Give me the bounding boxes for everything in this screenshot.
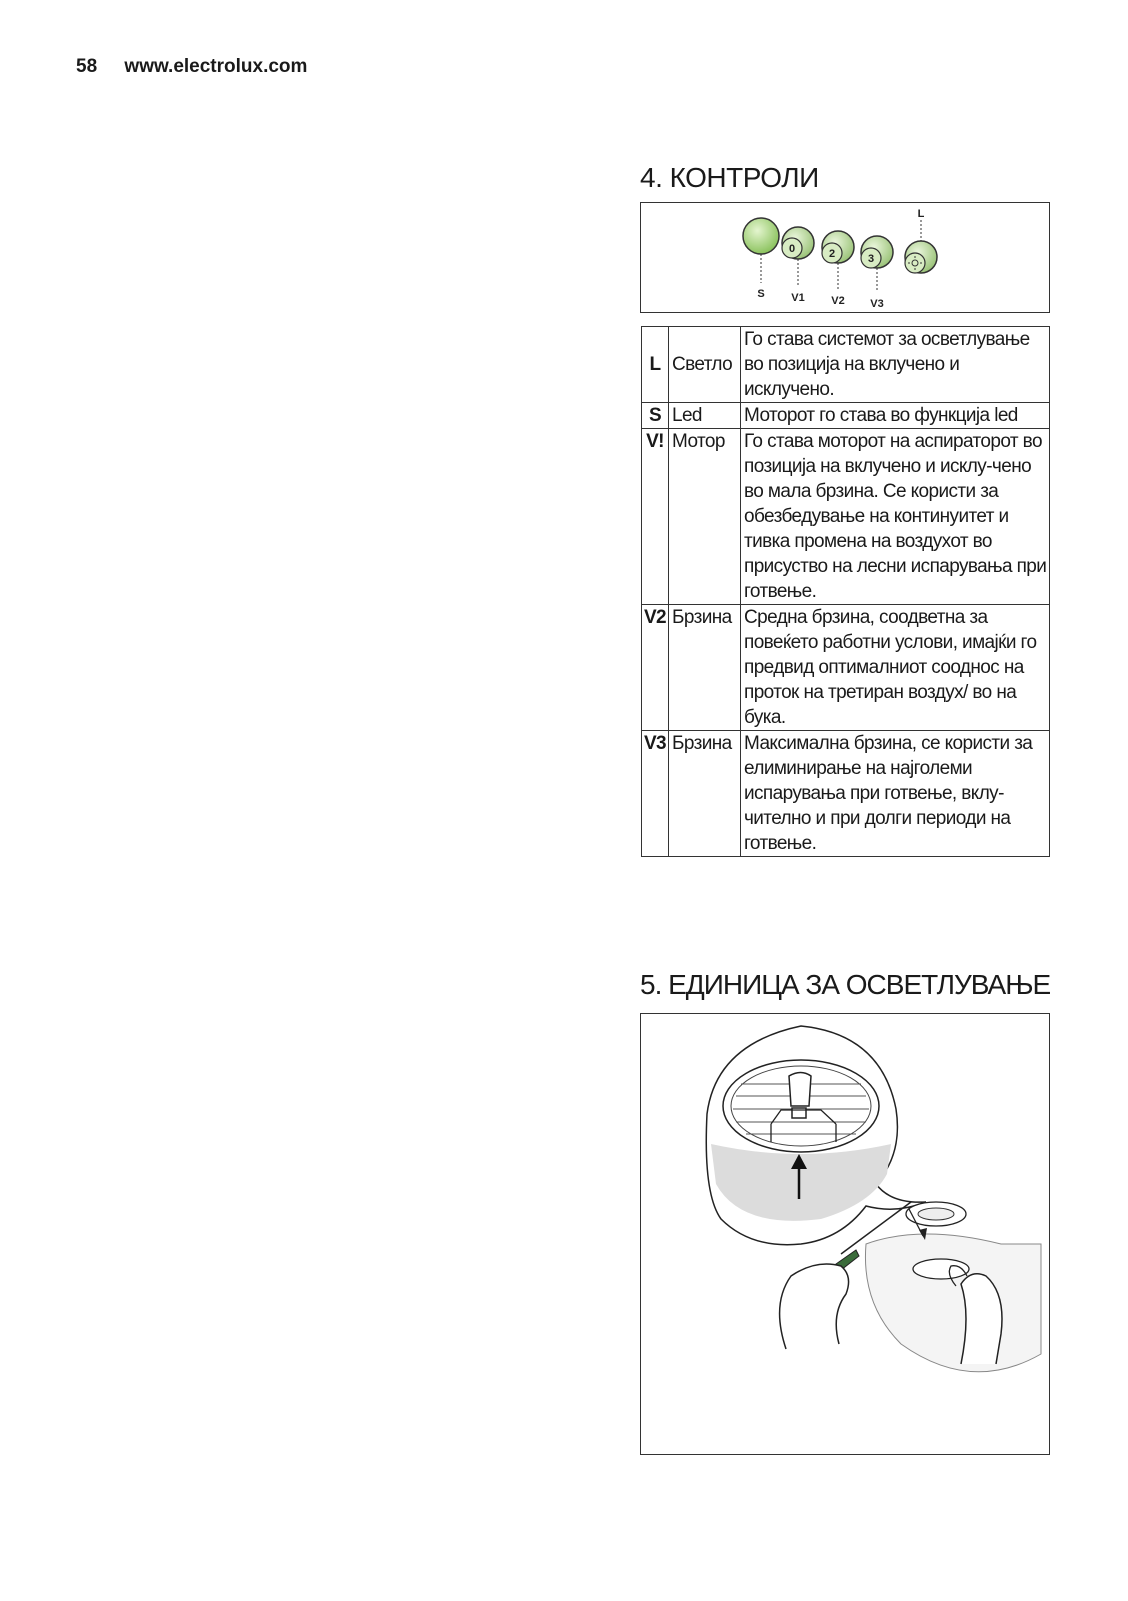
label-s: S: [757, 288, 765, 300]
v1-button-symbol: 0: [788, 243, 796, 255]
page-header: [76, 56, 307, 78]
v3-button-symbol: 3: [867, 253, 875, 265]
label-v3: V3: [870, 298, 884, 310]
control-name: Светло: [669, 327, 741, 403]
table-row: [642, 731, 1050, 857]
section-4-title: 4. КОНТРОЛИ: [640, 162, 819, 193]
label-v1: V1: [791, 292, 805, 304]
v2-button-symbol: 2: [828, 248, 836, 260]
label-l: L: [917, 208, 925, 220]
s-button-icon: [743, 218, 779, 283]
light-button-icon: [905, 220, 937, 273]
controls-figure: [640, 202, 1050, 313]
control-name: Брзина: [669, 731, 741, 857]
table-row: [642, 605, 1050, 731]
v3-button-icon: [861, 236, 893, 291]
control-key: L: [642, 327, 669, 403]
control-description: Го става системот за осветлување во позиција на вклучено и исклучено.: [741, 327, 1050, 403]
control-name: Брзина: [669, 605, 741, 731]
control-description: Максимална брзина, се користи за елиминирање на најголеми испарувања при готвење, вклу-чително и при долги периоди на готвење.: [741, 731, 1050, 857]
magnified-lamp-detail-icon: [706, 1026, 926, 1245]
lighting-unit-figure: [640, 1013, 1050, 1455]
table-row: [642, 429, 1050, 605]
controls-table: [641, 326, 1050, 857]
v2-button-icon: [822, 231, 854, 289]
section-5-title: 5. ЕДИНИЦА ЗА ОСВЕТЛУВАЊЕ: [640, 969, 1051, 1000]
control-name: Led: [669, 403, 741, 429]
control-description: Моторот го става во функција led: [741, 403, 1050, 429]
website-url: www.electrolux.com: [124, 56, 308, 77]
label-v2: V2: [831, 295, 845, 307]
table-row: [642, 327, 1050, 403]
control-description: Го става моторот на аспираторот во позиција на вклучено и исклу-чено во мала брзина. Се користи за обезбедување на континуитет и тивка промена на воздухот во присуство на лесни испарувања при готвење.: [741, 429, 1050, 605]
control-description: Средна брзина, соодветна за повеќето работни услови, имајќи го предвид оптималниот сооднос на проток на третиран воздух/ во на бука.: [741, 605, 1050, 731]
control-key: S: [642, 403, 669, 429]
table-row: [642, 403, 1050, 429]
control-key: V2: [642, 605, 669, 731]
control-key: V3: [642, 731, 669, 857]
page-number: 58: [76, 56, 98, 77]
control-key: V!: [642, 429, 669, 605]
v1-button-icon: [782, 227, 814, 287]
control-name: Мотор: [669, 429, 741, 605]
